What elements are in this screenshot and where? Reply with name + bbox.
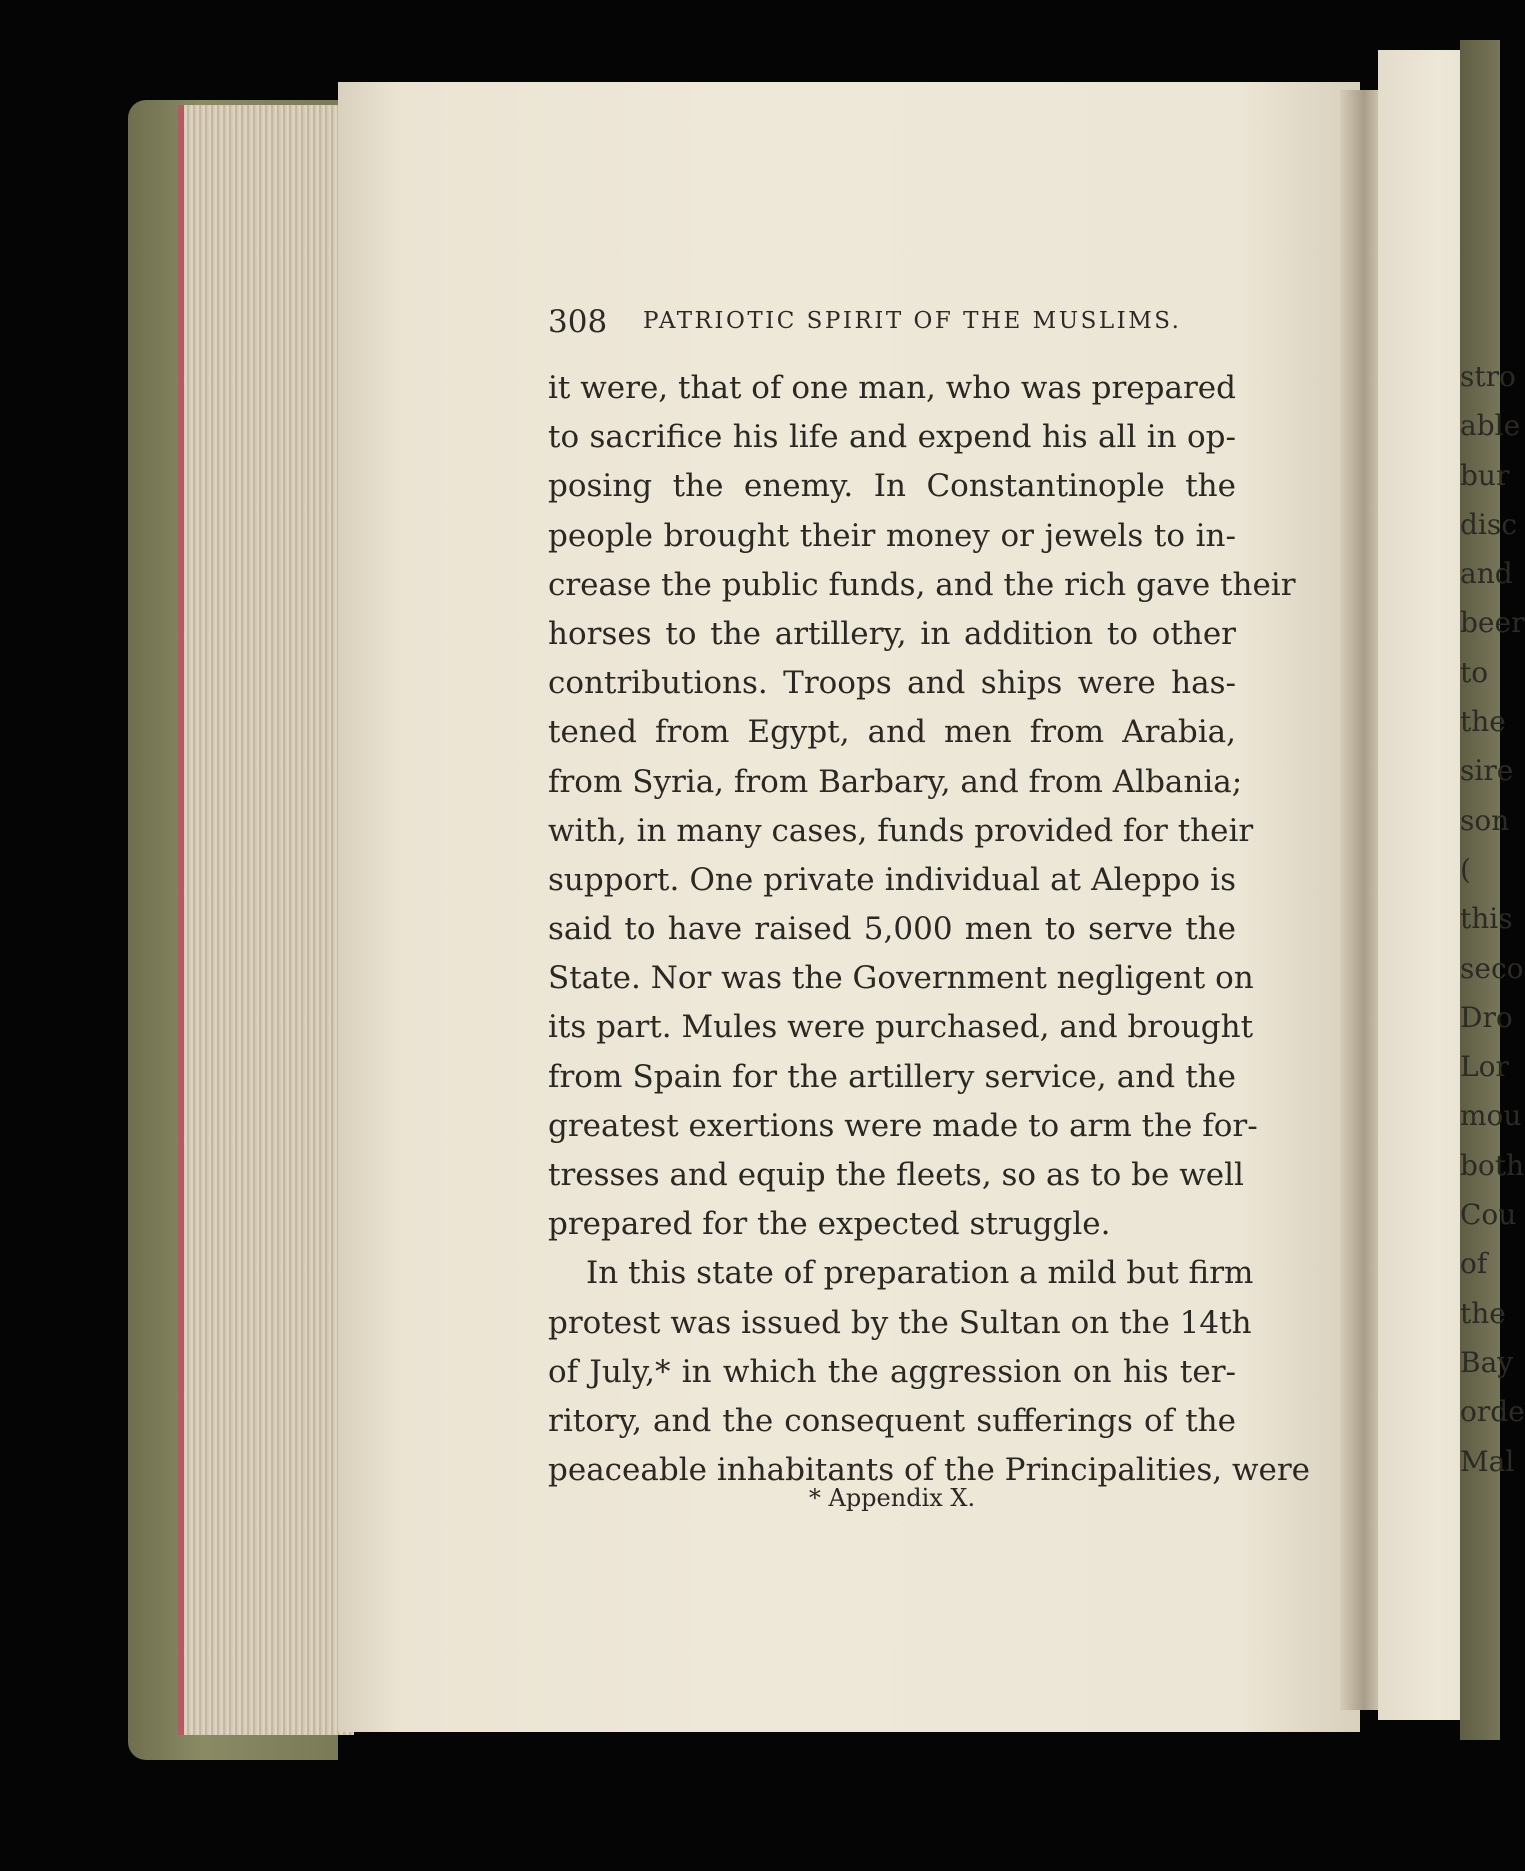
body-line: from Syria, from Barbary, and from Albania; (548, 763, 1243, 800)
facing-line: mou (1460, 1099, 1522, 1133)
facing-line: ( (1460, 852, 1471, 886)
facing-line: orde (1460, 1395, 1525, 1429)
facing-line: of (1460, 1247, 1488, 1281)
facing-line: the (1460, 705, 1506, 739)
facing-line: this (1460, 902, 1513, 936)
page-header (548, 296, 1238, 342)
body-line: it were, that of one man, who was prepared (548, 370, 1236, 406)
facing-line: sire (1460, 754, 1514, 788)
facing-line: disc (1460, 507, 1517, 541)
body-text (548, 364, 1311, 1495)
body-line: contributions. Troops and ships were has- (548, 665, 1236, 702)
facing-line: Mal (1460, 1444, 1515, 1478)
facing-line: able (1460, 409, 1521, 443)
body-line: peaceable inhabitants of the Principalities, were (548, 1452, 1311, 1489)
body-line: crease the public funds, and the rich gave their (548, 566, 1296, 603)
body-line: prepared for the expected struggle. (548, 1206, 1111, 1243)
facing-line: both (1460, 1148, 1525, 1182)
book-gutter (1340, 90, 1380, 1710)
body-line: greatest exertions were made to arm the for- (548, 1107, 1258, 1144)
body-line: protest was issued by the Sultan on the 14th (548, 1304, 1252, 1341)
facing-line: beer (1460, 606, 1525, 640)
body-line: support. One private individual at Aleppo is (548, 861, 1236, 898)
body-line: with, in many cases, funds provided for their (548, 812, 1254, 849)
body-line: said to have raised 5,000 men to serve the (548, 911, 1236, 948)
page-edges (178, 105, 354, 1735)
facing-line: son (1460, 803, 1510, 837)
facing-line: to (1460, 655, 1489, 689)
facing-line: Cou (1460, 1198, 1517, 1232)
facing-line: seco (1460, 951, 1524, 985)
body-line: In this state of preparation a mild but firm (586, 1255, 1254, 1292)
facing-line: Dro (1460, 1000, 1513, 1034)
body-line: people brought their money or jewels to in- (548, 517, 1236, 554)
body-line: horses to the artillery, in addition to other (548, 615, 1236, 652)
body-line: tresses and equip the fleets, so as to be well (548, 1157, 1244, 1193)
body-line: tened from Egypt, and men from Arabia, (548, 714, 1236, 751)
body-line: to sacrifice his life and expend his all in op- (548, 419, 1236, 456)
facing-line: Bay (1460, 1345, 1514, 1379)
running-title: PATRIOTIC SPIRIT OF THE MUSLIMS. (643, 308, 1182, 334)
footnote: * Appendix X. (808, 1484, 976, 1512)
page-number: 308 (548, 304, 608, 340)
body-line: its part. Mules were purchased, and brought (548, 1009, 1254, 1046)
facing-line: the (1460, 1296, 1506, 1330)
body-line: from Spain for the artillery service, and the (548, 1058, 1236, 1095)
body-line: ritory, and the consequent sufferings of the (548, 1402, 1236, 1439)
facing-line: Lor (1460, 1050, 1509, 1084)
body-line: of July,* in which the aggression on his ter- (548, 1353, 1236, 1390)
facing-line: and (1460, 557, 1513, 591)
body-line: State. Nor was the Government negligent on (548, 960, 1254, 997)
facing-line: stro (1460, 360, 1516, 393)
facing-page-text (1460, 352, 1525, 1486)
body-line: posing the enemy. In Constantinople the (548, 468, 1236, 505)
facing-line: bur (1460, 458, 1510, 492)
